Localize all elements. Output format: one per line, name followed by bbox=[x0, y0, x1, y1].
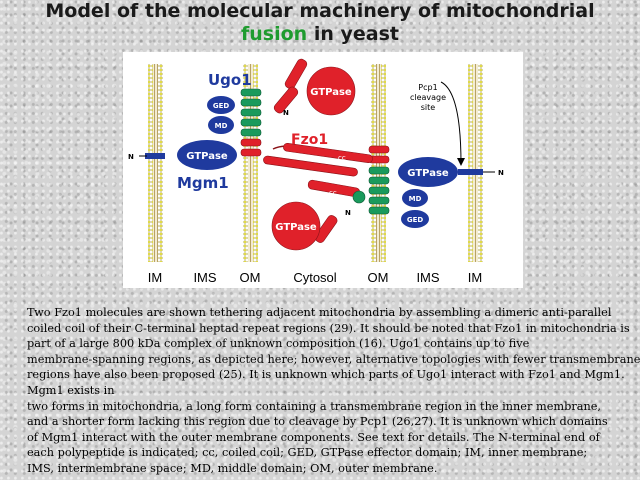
compartment-cytosol: Cytosol bbox=[293, 270, 337, 285]
pcp1-label-3: site bbox=[420, 103, 436, 112]
pcp1-label-2: cleavage bbox=[409, 93, 447, 102]
cc-label-mid: cc bbox=[338, 154, 346, 162]
caption-line: and a shorter form lacking this region due to cleavage by Pcp1 (26,27). It is unknown which domains bbox=[27, 415, 608, 429]
ugo1-label: Ugo1 bbox=[208, 71, 252, 89]
fusion-machinery-diagram bbox=[123, 52, 523, 288]
compartment-om-left: OM bbox=[239, 270, 261, 285]
caption-line: coiled coil of their C-terminal heptad repeat regions (29). It should be noted that Fzo1 in mitochondria is bbox=[27, 321, 630, 335]
caption-line: regions have also been proposed (25). It is unknown which parts of Ugo1 interact with Fzo1 and Mgm1. bbox=[27, 368, 625, 382]
diagram-svg bbox=[123, 52, 523, 288]
n-label-fzo1-top: N bbox=[283, 109, 289, 117]
ugo1-helices-right bbox=[369, 167, 389, 214]
gtpase-top-label: GTPase bbox=[310, 87, 352, 98]
compartment-ims-left: IMS bbox=[193, 270, 217, 285]
fzo1-bottom bbox=[272, 180, 365, 250]
title-highlight: fusion bbox=[241, 23, 308, 45]
cc-label-top: cc bbox=[289, 122, 297, 130]
title-rest: in yeast bbox=[307, 23, 399, 45]
fzo1-coiled-coil bbox=[263, 132, 373, 177]
membrane-im-left bbox=[148, 64, 163, 262]
caption-line: Two Fzo1 molecules are shown tethering adjacent mitochondria by assembling a dimeric anti-parallel bbox=[27, 306, 612, 319]
compartment-ims-right: IMS bbox=[416, 270, 440, 285]
gtpase-right-label: GTPase bbox=[407, 168, 449, 179]
ged-label-right: GED bbox=[406, 216, 424, 224]
mgm1-label: Mgm1 bbox=[177, 174, 229, 192]
membrane-im-right bbox=[468, 64, 483, 262]
ugo1-helices-left bbox=[241, 89, 261, 136]
mgm1-right bbox=[398, 82, 504, 228]
fzo1-label: Fzo1 bbox=[291, 132, 329, 148]
cc-label-bottom: cc bbox=[329, 189, 337, 197]
caption-line: membrane-spanning regions, as depicted here; however, alternative topologies with fewer transmembrane bbox=[27, 352, 640, 366]
md-label-left: MD bbox=[214, 122, 228, 130]
ged-label-left: GED bbox=[212, 102, 230, 110]
pcp1-label-1: Pcp1 bbox=[418, 83, 438, 92]
compartment-im-left: IM bbox=[147, 270, 163, 285]
n-label-mgm1-left: N bbox=[128, 153, 134, 161]
caption-line: part of a large 800 kDa complex of unknown composition (16). Ugo1 contains up to five bbox=[27, 337, 530, 351]
gtpase-bottom-label: GTPase bbox=[275, 222, 317, 233]
gtpase-left-label: GTPase bbox=[186, 151, 228, 162]
caption-line: two forms in mitochondria, a long form containing a transmembrane region in the inner membrane, bbox=[27, 399, 602, 413]
page-title-line1: Model of the molecular machinery of mitochondrial bbox=[45, 0, 595, 22]
compartment-im-right: IM bbox=[467, 270, 483, 285]
figure-caption bbox=[27, 305, 640, 477]
caption-line: each polypeptide is indicated; cc, coiled coil; GED, GTPase effector domain; IM, inner membrane; bbox=[27, 446, 588, 460]
caption-line: Mgm1 exists in bbox=[27, 383, 115, 397]
mgm1-left bbox=[128, 71, 252, 192]
n-label-mgm1-right: N bbox=[498, 169, 504, 177]
n-label-fzo1-bottom: N bbox=[345, 209, 351, 217]
md-label-right: MD bbox=[408, 195, 422, 203]
page-title-line2 bbox=[0, 23, 640, 45]
caption-line: IMS, intermembrane space; MD, middle domain; OM, outer membrane. bbox=[27, 461, 438, 475]
compartment-om-right: OM bbox=[367, 270, 389, 285]
caption-line: of Mgm1 interact with the outer membrane components. See text for details. The N-terminal end of bbox=[27, 430, 600, 444]
